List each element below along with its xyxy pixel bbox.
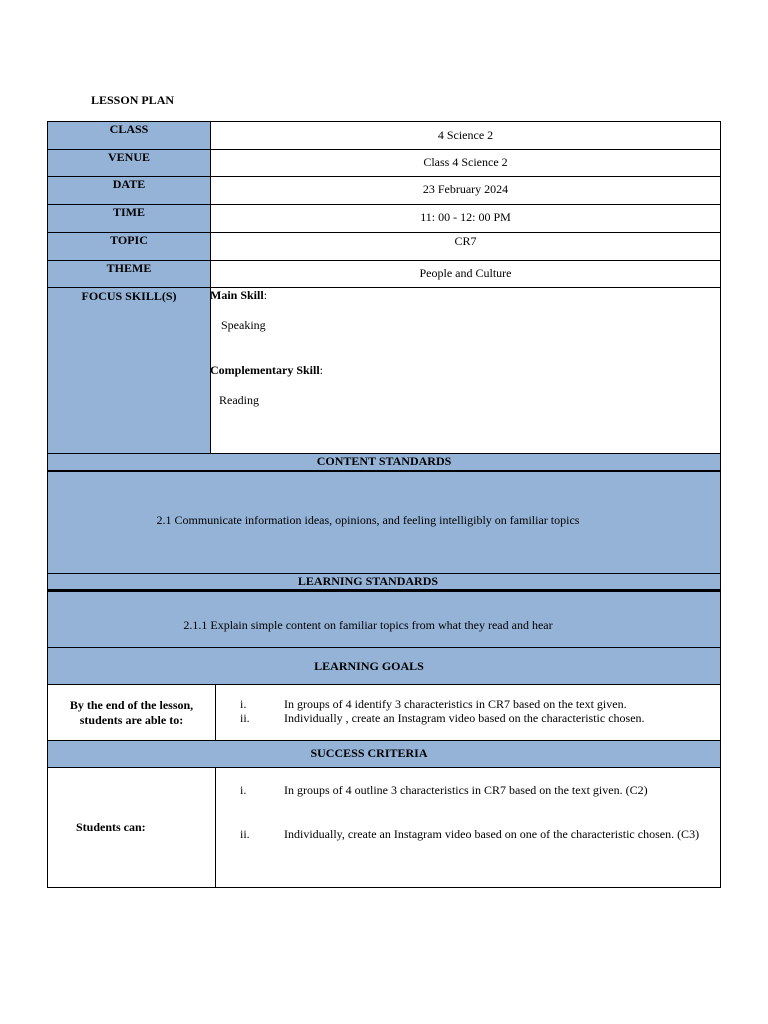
value-venue: Class 4 Science 2 xyxy=(423,155,508,169)
complementary-skill-value: Reading xyxy=(219,393,259,407)
learning-goals-list xyxy=(216,697,716,725)
success-criteria-list xyxy=(216,783,716,841)
value-topic: CR7 xyxy=(454,234,477,248)
row-divider xyxy=(48,767,720,768)
label-class: CLASS xyxy=(109,122,149,136)
main-skill-heading: Main Skill: xyxy=(210,288,268,302)
complementary-skill-label: Complementary Skill xyxy=(210,363,320,377)
list-item: i. In groups of 4 outline 3 characteristics in CR7 based on the text given. (C2) xyxy=(240,783,648,797)
success-criteria-heading: SUCCESS CRITERIA xyxy=(310,746,428,760)
label-time: TIME xyxy=(112,205,145,219)
value-time: 11: 00 - 12: 00 PM xyxy=(420,210,511,224)
label-topic: TOPIC xyxy=(110,233,148,247)
success-criteria-label: Students can: xyxy=(76,820,146,834)
learning-standards-text: 2.1.1 Explain simple content on familiar topics from what they read and hear xyxy=(183,618,553,632)
row-divider xyxy=(48,287,720,288)
main-skill-value: Speaking xyxy=(221,318,266,332)
complementary-skill-heading: Complementary Skill: xyxy=(210,363,324,377)
learning-goals-label-line2: students are able to: xyxy=(79,713,184,727)
label-theme: THEME xyxy=(106,261,152,275)
value-class: 4 Science 2 xyxy=(437,128,494,142)
label-focus-skills: FOCUS SKILL(S) xyxy=(81,289,177,303)
label-date: DATE xyxy=(112,177,146,191)
learning-goals-label xyxy=(48,698,215,728)
main-skill-label: Main Skill xyxy=(210,288,264,302)
content-standards-text: 2.1 Communicate information ideas, opinions, and feeling intelligibly on familiar topics xyxy=(156,513,580,527)
list-item: ii. Individually, create an Instagram video based on one of the characteristic chosen. (C3) xyxy=(240,827,700,841)
learning-goals-label-line1: By the end of the lesson, xyxy=(69,698,194,712)
page-title: LESSON PLAN xyxy=(91,93,175,107)
value-theme: People and Culture xyxy=(419,266,512,280)
list-item: i. In groups of 4 identify 3 characteristics in CR7 based on the text given. xyxy=(240,697,627,711)
label-venue: VENUE xyxy=(107,150,150,164)
list-item: ii. Individually , create an Instagram video based on the characteristic chosen. xyxy=(240,711,645,725)
learning-standards-heading: LEARNING STANDARDS xyxy=(297,574,439,588)
content-standards-heading: CONTENT STANDARDS xyxy=(316,454,452,468)
learning-goals-heading: LEARNING GOALS xyxy=(314,659,424,673)
row-divider xyxy=(48,684,720,685)
value-date: 23 February 2024 xyxy=(422,182,509,196)
